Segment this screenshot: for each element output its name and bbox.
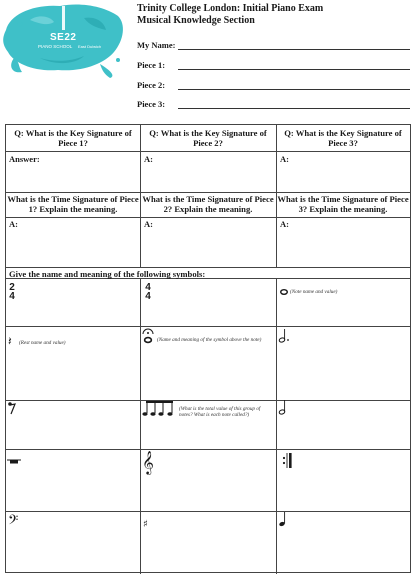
fermata-semibreve-icon <box>141 326 155 346</box>
piece2-field-label: Piece 2: <box>137 80 166 90</box>
grid-line <box>6 151 410 152</box>
time-question-2: What is the Time Signature of Piece 2? Explain the meaning. <box>142 194 274 214</box>
grid-line <box>140 125 141 267</box>
quavers-instruction: (What is the total value of this group of notes? What is each note called?) <box>179 406 261 418</box>
rest-instruction: (Rest name and value) <box>19 340 66 346</box>
time-sig-top: 4 <box>145 282 151 293</box>
piece3-field-label: Piece 3: <box>137 99 166 109</box>
key-answer-2[interactable]: A: <box>144 154 153 164</box>
time-signature-4-4-icon <box>143 283 153 301</box>
grid-line <box>276 278 277 574</box>
four-quavers-icon <box>142 399 176 417</box>
grid-line <box>6 267 410 268</box>
page-title: Trinity College London: Initial Piano Exam <box>137 3 324 14</box>
dotted-minim-icon <box>278 327 290 345</box>
piece2-field-line[interactable] <box>178 89 410 90</box>
name-field-label: My Name: <box>137 40 176 50</box>
time-sig-bottom: 4 <box>9 291 15 302</box>
piece3-field-line[interactable] <box>178 108 410 109</box>
grid-line <box>6 511 410 512</box>
grid-line <box>6 192 410 193</box>
time-sig-bottom: 4 <box>145 291 151 302</box>
time-signature-2-4-icon <box>7 283 17 301</box>
time-answer-2[interactable]: A: <box>144 219 153 229</box>
key-question-2: Q: What is the Key Signature of Piece 2? <box>149 128 267 148</box>
grid-line <box>6 326 410 327</box>
sharp-sign-icon: ♯ <box>143 519 148 530</box>
time-sig-top: 2 <box>9 282 15 293</box>
time-question-1: What is the Time Signature of Piece 1? Explain the meaning. <box>7 194 139 214</box>
key-answer-1[interactable]: Answer: <box>9 154 40 164</box>
repeat-sign-icon <box>282 452 292 470</box>
grid-line <box>140 278 141 574</box>
worksheet-table <box>5 124 411 573</box>
semibreve-instruction: (Note name and value) <box>290 289 338 295</box>
crotchet-icon <box>278 511 288 529</box>
symbols-heading: Give the name and meaning of the following symbols: <box>9 269 206 279</box>
logo-location: East Dulwich <box>78 44 102 49</box>
time-answer-1[interactable]: A: <box>9 219 18 229</box>
page-subtitle: Musical Knowledge Section <box>137 15 255 26</box>
key-answer-3[interactable]: A: <box>280 154 289 164</box>
bass-clef-icon: 𝄢 <box>8 512 19 531</box>
treble-clef-icon: 𝄞 <box>142 450 154 474</box>
semibreve-rest-icon <box>7 458 21 466</box>
grid-line <box>6 400 410 401</box>
grid-line <box>6 217 410 218</box>
name-field-line[interactable] <box>178 49 410 50</box>
semibreve-icon <box>280 289 288 295</box>
quaver-rest-icon <box>7 401 17 415</box>
key-question-3: Q: What is the Key Signature of Piece 3? <box>284 128 402 148</box>
time-question-3: What is the Time Signature of Piece 3? Explain the meaning. <box>277 194 409 214</box>
grid-line <box>6 449 410 450</box>
logo-subtitle: PIANO SCHOOL <box>38 44 73 49</box>
minim-icon <box>278 399 288 417</box>
piece1-field-line[interactable] <box>178 69 410 70</box>
piece1-field-label: Piece 1: <box>137 60 166 70</box>
fermata-instruction: (Name and meaning of the symbol above the note) <box>157 337 262 343</box>
key-question-1: Q: What is the Key Signature of Piece 1? <box>14 128 132 148</box>
crotchet-rest-icon: 𝄽 <box>8 334 12 348</box>
time-answer-3[interactable]: A: <box>280 219 289 229</box>
school-logo <box>0 0 130 80</box>
logo-name: SE22 <box>50 32 77 43</box>
